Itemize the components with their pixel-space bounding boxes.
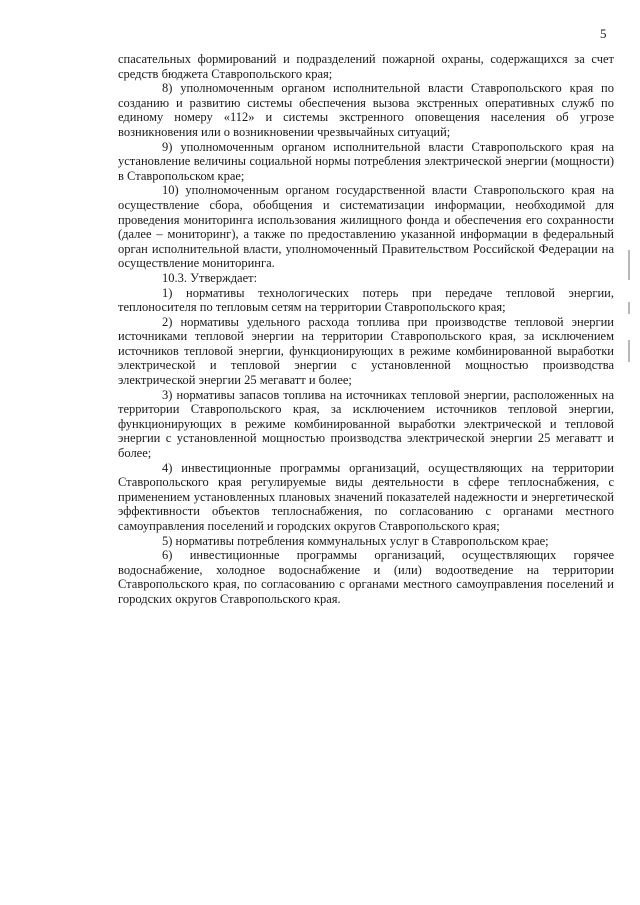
paragraph-approves-4: 4) инвестиционные программы организаций, осуществляющих на территории Ставропольского края регулируемые виды деятельности в сфере теплоснабжения, с применением установленных плановых значений показателей надежности и энергетической эффективности объектов теплоснабжения, по согласованию с органами местного самоуправления поселений и городских округов Ставропольского края; bbox=[118, 460, 614, 533]
paragraph-item-10: 10) уполномоченным органом государственной власти Ставропольского края на осуществление сбора, обобщения и систематизации информации, необходимой для проведения мониторинга использования жилищного фонда и обеспечения его сохранности (далее – мониторинг), а также по предоставлению указанной информации в федеральный орган исполнительной власти, уполномоченный Правительством Российской Федерации на осуществление мониторинга. bbox=[118, 183, 614, 271]
paragraph-approves-5: 5) нормативы потребления коммунальных услуг в Ставропольском крае; bbox=[162, 533, 549, 548]
document-body bbox=[118, 52, 614, 607]
paragraph-item-9: 9) уполномоченным органом исполнительной власти Ставропольского края на установление величины социальной нормы потребления электрической энергии (мощности) в Ставропольском крае; bbox=[118, 139, 614, 183]
paragraph-item-8: 8) уполномоченным органом исполнительной власти Ставропольского края по созданию и развитию системы обеспечения вызова экстренных оперативных служб по единому номеру «112» и системы экстренного оповещения населения об угрозе возникновения или о возникновении чрезвычайных ситуаций; bbox=[118, 81, 614, 139]
paragraph-approves-2: 2) нормативы удельного расхода топлива при производстве тепловой энергии источниками тепловой энергии на территории Ставропольского края, за исключением источников тепловой энергии, функционирующих в режиме комбинированной выработки электрической и тепловой энергии с установленной мощностью производства электрической энергии 25 мегаватт и более; bbox=[118, 314, 614, 388]
paragraph-approves-6: 6) инвестиционные программы организаций, осуществляющих горячее водоснабжение, холодное водоснабжение и (или) водоотведение на территории Ставропольского края, по согласованию с органами местного самоуправления поселений и городских округов Ставропольского края. bbox=[118, 548, 614, 606]
paragraph-approves-3: 3) нормативы запасов топлива на источниках тепловой энергии, расположенных на территории Ставропольского края, за исключением источников тепловой энергии, функционирующих в режиме комбинированной выработки электрической и тепловой энергии с установленной мощностью производства электрической энергии 25 мегаватт и более; bbox=[118, 387, 614, 461]
paragraph-approves-1: 1) нормативы технологических потерь при передаче тепловой энергии, теплоносителя по тепловым сетям на территории Ставропольского края; bbox=[118, 285, 614, 315]
scan-margin-marks bbox=[628, 250, 632, 370]
page-number: 5 bbox=[600, 26, 607, 41]
section-heading-10-3: 10.3. Утверждает: bbox=[162, 270, 258, 285]
paragraph-continuation: спасательных формирований и подразделений пожарной охраны, содержащихся за счет средств бюджета Ставропольского края; bbox=[118, 52, 614, 81]
